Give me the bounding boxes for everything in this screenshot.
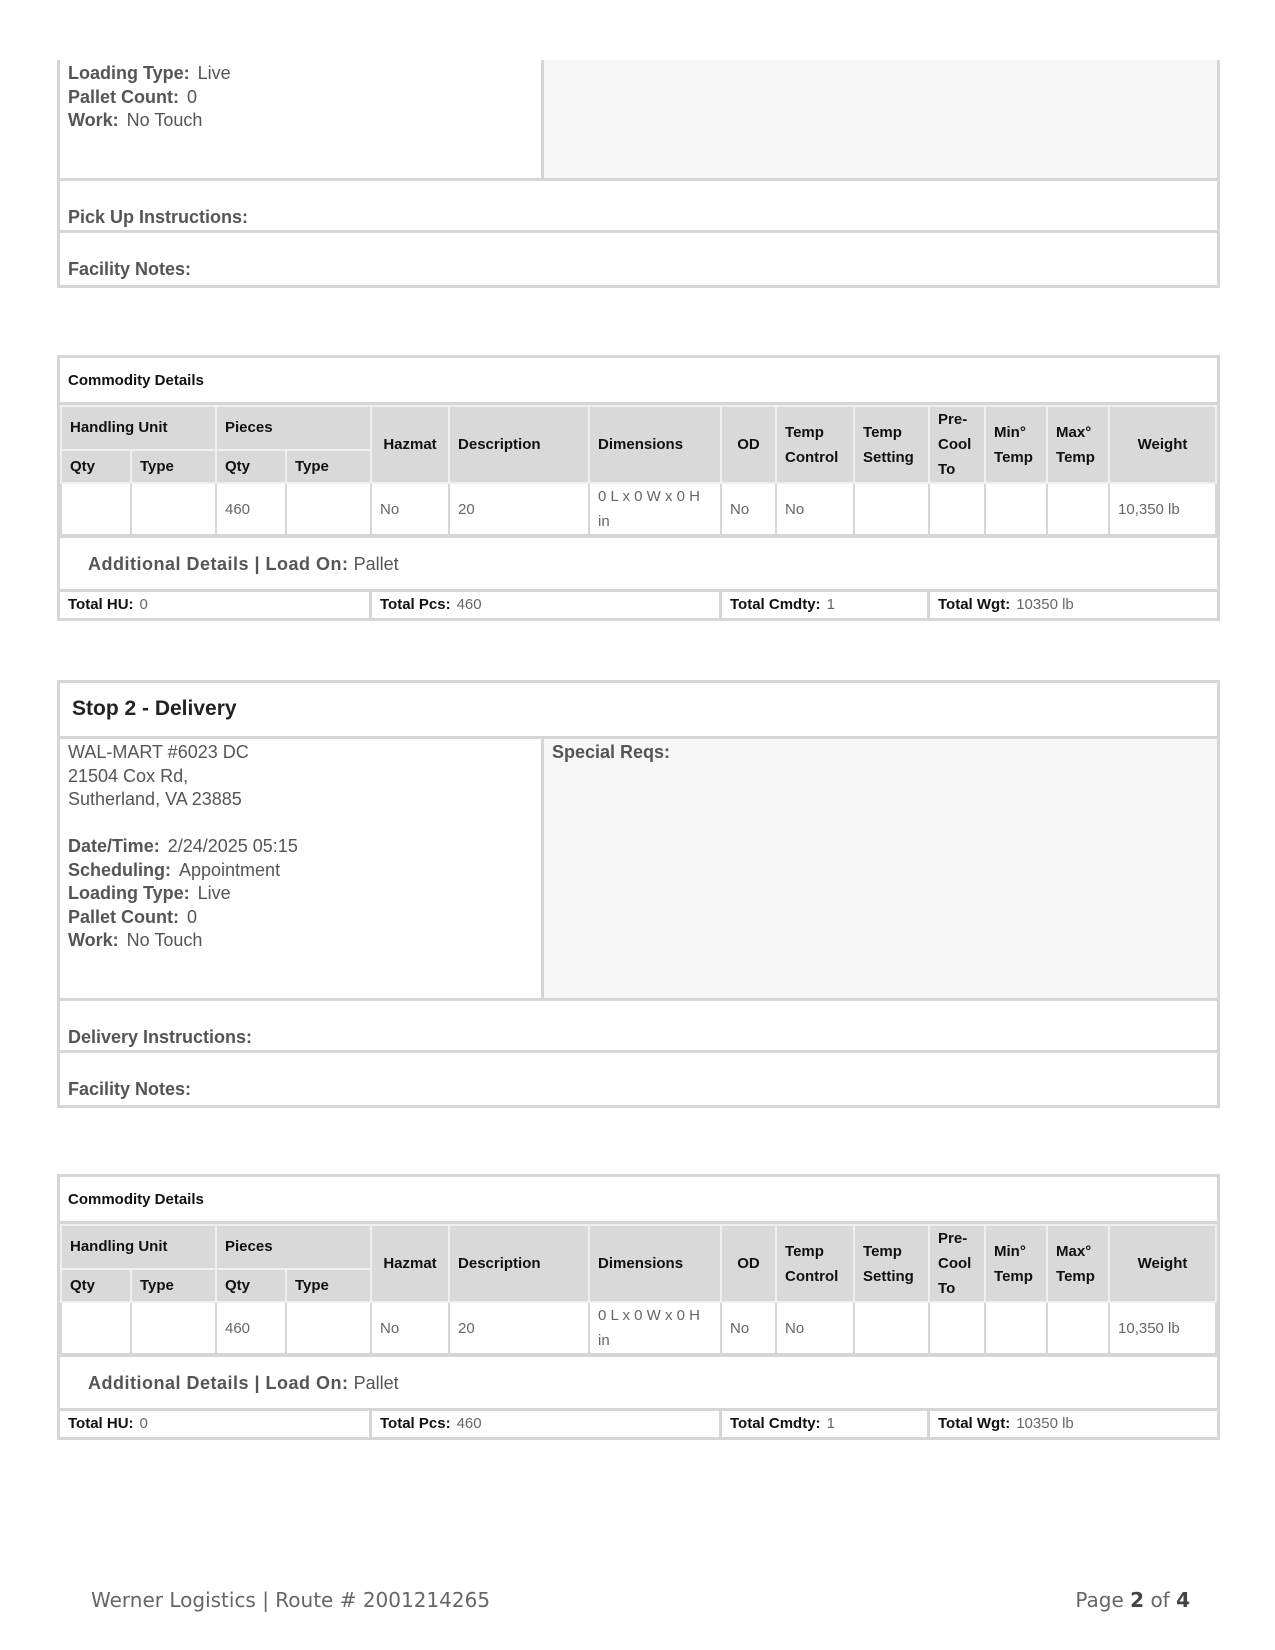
- address-line2: 21504 Cox Rd,: [68, 765, 189, 786]
- weight-cell: 10,350 lb: [1109, 483, 1216, 535]
- page-prefix: Page: [1075, 1588, 1124, 1612]
- total-cmdty: [722, 592, 930, 618]
- total-pcs-label: Total Pcs:: [380, 1415, 451, 1432]
- total-cmdty-label: Total Cmdty:: [730, 1415, 821, 1432]
- weight-header: Weight: [1109, 1225, 1216, 1302]
- load-on-value: Pallet: [353, 1373, 399, 1393]
- total-wgt-label: Total Wgt:: [938, 1415, 1011, 1432]
- pickup-instructions-label: Pick Up Instructions:: [60, 181, 1217, 233]
- max-temp-header: Max° Temp: [1047, 406, 1109, 483]
- total-hu: [60, 1411, 372, 1437]
- description-cell: 20: [449, 483, 589, 535]
- table-row: [61, 483, 1216, 535]
- hu-type-cell: [131, 1302, 216, 1354]
- description-header: Description: [449, 406, 589, 483]
- facility-notes-label: Facility Notes:: [68, 259, 192, 279]
- dimensions-cell: 0 L x 0 W x 0 H in: [589, 1302, 721, 1354]
- address-line3: Sutherland, VA 23885: [68, 789, 242, 809]
- work-label: Work:: [68, 110, 119, 130]
- hu-qty-cell: [61, 483, 131, 535]
- pre-cool-cell: [929, 483, 985, 535]
- min-temp-header: Min° Temp: [985, 1225, 1047, 1302]
- max-temp-header: Max° Temp: [1047, 1225, 1109, 1302]
- stop1-details: [60, 60, 544, 178]
- additional-details-label: Additional Details | Load On:: [88, 554, 349, 574]
- total-cmdty-value: 1: [826, 1415, 835, 1432]
- pallet-count-label: Pallet Count:: [68, 86, 179, 107]
- address-line1: WAL-MART #6023 DC: [68, 742, 249, 762]
- datetime-value: 2/24/2025 05:15: [167, 836, 298, 856]
- temp-setting-cell: [854, 483, 929, 535]
- hu-qty-header: Qty: [61, 1269, 131, 1302]
- handling-unit-header: Handling Unit: [61, 406, 216, 450]
- total-hu-value: 0: [139, 1415, 148, 1432]
- total-hu: [60, 592, 372, 618]
- total-pcs: [372, 592, 722, 618]
- commodity-details-title: Commodity Details: [60, 1177, 1217, 1224]
- od-header: OD: [721, 406, 776, 483]
- dimensions-header: Dimensions: [589, 1225, 721, 1302]
- total-pcs-value: 460: [456, 596, 482, 613]
- pcs-qty-header: Qty: [216, 1269, 286, 1302]
- scheduling-value: Appointment: [179, 859, 281, 880]
- footer-route: Werner Logistics | Route # 2001214265: [91, 1588, 491, 1612]
- additional-details: [60, 536, 1217, 592]
- total-hu-label: Total HU:: [68, 1415, 134, 1432]
- work-value: No Touch: [126, 110, 203, 130]
- special-reqs-label: Special Reqs:: [552, 742, 671, 762]
- page-current: 2: [1130, 1588, 1145, 1612]
- stop1-panel: [57, 60, 1220, 288]
- stop1-special-reqs-area: [544, 60, 1217, 178]
- total-pcs: [372, 1411, 722, 1437]
- weight-cell: 10,350 lb: [1109, 1302, 1216, 1354]
- hazmat-cell: No: [371, 483, 449, 535]
- temp-control-cell: No: [776, 1302, 854, 1354]
- total-hu-label: Total HU:: [68, 596, 134, 613]
- pallet-count-label: Pallet Count:: [68, 906, 179, 927]
- work-label: Work:: [68, 930, 119, 950]
- description-cell: 20: [449, 1302, 589, 1354]
- loading-type-label: Loading Type:: [68, 63, 190, 83]
- commodity-table: [60, 405, 1217, 536]
- handling-unit-header: Handling Unit: [61, 1225, 216, 1269]
- hazmat-header: Hazmat: [371, 406, 449, 483]
- commodity-details-panel: [57, 1174, 1220, 1440]
- pre-cool-header: Pre-Cool To: [929, 406, 985, 483]
- additional-details-label: Additional Details | Load On:: [88, 1373, 349, 1393]
- page-total: 4: [1176, 1588, 1190, 1612]
- hu-type-cell: [131, 483, 216, 535]
- total-wgt-label: Total Wgt:: [938, 596, 1011, 613]
- work-value: No Touch: [126, 930, 203, 950]
- temp-setting-header: Temp Setting: [854, 406, 929, 483]
- total-pcs-label: Total Pcs:: [380, 596, 451, 613]
- commodity-details-panel: [57, 355, 1220, 621]
- stop2-panel: [57, 680, 1220, 1108]
- min-temp-cell: [985, 483, 1047, 535]
- load-on-value: Pallet: [353, 554, 399, 574]
- datetime-label: Date/Time:: [68, 836, 160, 856]
- commodity-details-title: Commodity Details: [60, 358, 1217, 405]
- min-temp-cell: [985, 1302, 1047, 1354]
- weight-header: Weight: [1109, 406, 1216, 483]
- max-temp-cell: [1047, 1302, 1109, 1354]
- description-header: Description: [449, 1225, 589, 1302]
- pcs-qty-cell: 460: [216, 483, 286, 535]
- total-cmdty: [722, 1411, 930, 1437]
- scheduling-label: Scheduling:: [68, 859, 171, 880]
- pieces-header: Pieces: [216, 1225, 371, 1269]
- od-header: OD: [721, 1225, 776, 1302]
- totals-row: [60, 1411, 1217, 1440]
- od-cell: No: [721, 483, 776, 535]
- hazmat-cell: No: [371, 1302, 449, 1354]
- hu-qty-cell: [61, 1302, 131, 1354]
- additional-details: [60, 1355, 1217, 1411]
- temp-control-header: Temp Control: [776, 1225, 854, 1302]
- facility-notes-label: Facility Notes:: [68, 1079, 192, 1099]
- loading-type-value: Live: [197, 883, 231, 903]
- total-wgt: [930, 1411, 1217, 1437]
- dimensions-header: Dimensions: [589, 406, 721, 483]
- pre-cool-cell: [929, 1302, 985, 1354]
- dimensions-cell: 0 L x 0 W x 0 H in: [589, 483, 721, 535]
- special-reqs-area: [544, 739, 1217, 998]
- temp-setting-header: Temp Setting: [854, 1225, 929, 1302]
- total-pcs-value: 460: [456, 1415, 482, 1432]
- commodity-table: [60, 1224, 1217, 1355]
- total-cmdty-value: 1: [826, 596, 835, 613]
- pallet-count-value: 0: [187, 86, 198, 107]
- hu-qty-header: Qty: [61, 450, 131, 483]
- total-wgt-value: 10350 lb: [1016, 1415, 1074, 1432]
- total-hu-value: 0: [139, 596, 148, 613]
- page-number: [1075, 1588, 1190, 1612]
- hazmat-header: Hazmat: [371, 1225, 449, 1302]
- table-row: [61, 1302, 1216, 1354]
- hu-type-header: Type: [131, 1269, 216, 1302]
- temp-setting-cell: [854, 1302, 929, 1354]
- stop2-details: [60, 739, 544, 998]
- page-of: of: [1150, 1588, 1170, 1612]
- delivery-instructions-label: Delivery Instructions:: [60, 1001, 1217, 1053]
- hu-type-header: Type: [131, 450, 216, 483]
- min-temp-header: Min° Temp: [985, 406, 1047, 483]
- pcs-type-header: Type: [286, 1269, 371, 1302]
- pcs-type-cell: [286, 1302, 371, 1354]
- temp-control-cell: No: [776, 483, 854, 535]
- pallet-count-value: 0: [187, 906, 198, 927]
- loading-type-label: Loading Type:: [68, 883, 190, 903]
- pcs-type-cell: [286, 483, 371, 535]
- pcs-qty-cell: 460: [216, 1302, 286, 1354]
- stop2-title: Stop 2 - Delivery: [60, 683, 1217, 739]
- pcs-qty-header: Qty: [216, 450, 286, 483]
- temp-control-header: Temp Control: [776, 406, 854, 483]
- totals-row: [60, 592, 1217, 621]
- od-cell: No: [721, 1302, 776, 1354]
- pcs-type-header: Type: [286, 450, 371, 483]
- total-wgt-value: 10350 lb: [1016, 596, 1074, 613]
- total-wgt: [930, 592, 1217, 618]
- max-temp-cell: [1047, 483, 1109, 535]
- loading-type-value: Live: [197, 63, 231, 83]
- pieces-header: Pieces: [216, 406, 371, 450]
- total-cmdty-label: Total Cmdty:: [730, 596, 821, 613]
- pre-cool-header: Pre-Cool To: [929, 1225, 985, 1302]
